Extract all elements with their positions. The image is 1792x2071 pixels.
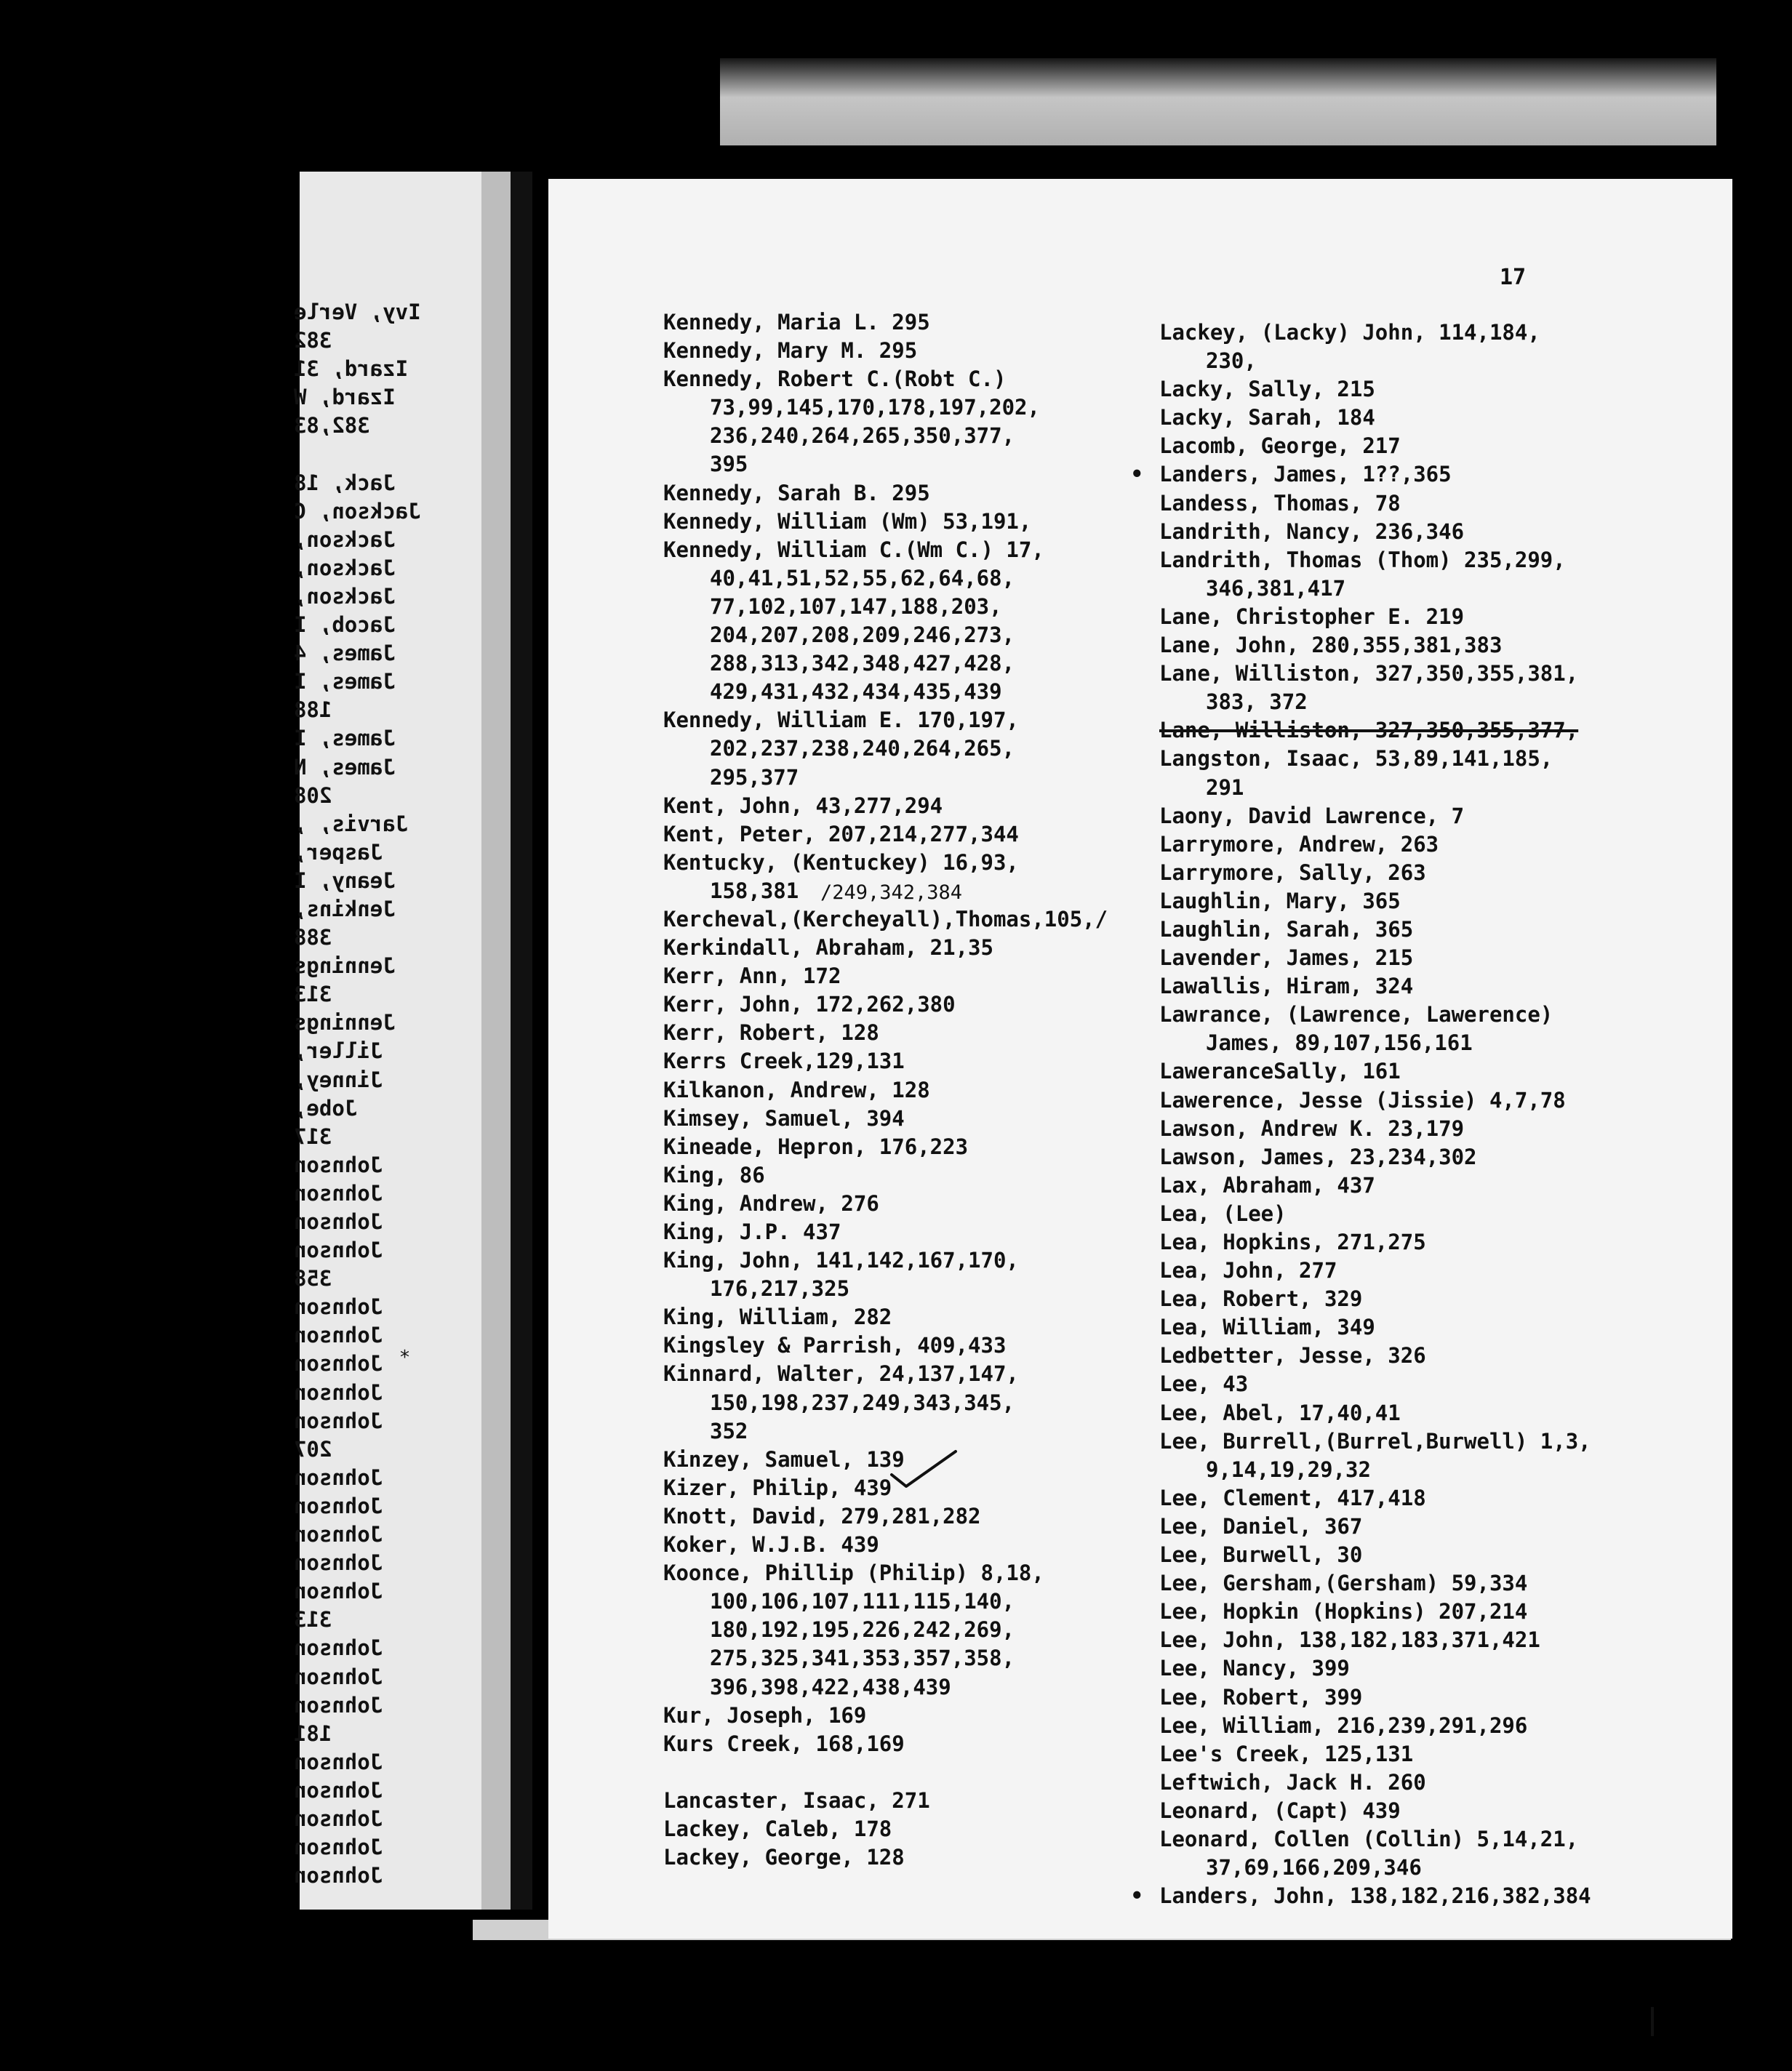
entry-heading: Leonard, Collen (Collin) 5,14,21, [1159,1826,1579,1851]
page-gutter-shadow [481,172,511,1910]
entry-heading: Lee, John, 138,182,183,371,421 [1159,1627,1540,1653]
index-entry [1159,802,1567,830]
fragment-line: 317 [294,1123,332,1149]
index-entry [1159,1285,1567,1313]
index-entry [1159,859,1567,887]
index-entry [1159,404,1567,432]
index-entry [1159,631,1567,660]
entry-heading: Knott, David, 279,281,282 [663,1503,981,1529]
fragment-line: Jack, 18 [294,470,396,495]
index-entry [1159,1882,1591,1910]
index-column-right [1159,319,1591,1910]
fragment-line: Johnson [294,1465,383,1490]
entry-heading: • Landers, John, 138,182,216,382,384 [1159,1883,1591,1909]
entry-page-refs: 288,313,342,348,427,428, [710,651,1015,676]
index-entry [663,308,1071,337]
entry-heading: Kent, Peter, 207,214,277,344 [663,821,1019,846]
fragment-line: 207 [294,1436,332,1462]
entry-heading: Lea, Hopkins, 271,275 [1159,1230,1426,1254]
index-entry [1159,916,1567,944]
entry-page-refs: 73,99,145,170,178,197,202, [710,395,1040,420]
entry-heading: King, John, 141,142,167,170, [663,1248,1019,1273]
index-entry [663,1105,1071,1133]
left-bullet-mark: * [400,1347,409,1369]
index-entry [663,1502,1071,1531]
entry-heading: Laughlin, Mary, 365 [1159,888,1401,913]
index-entry [1159,1313,1567,1342]
entry-heading: Laony, David Lawrence, 7 [1159,803,1465,828]
fragment-line: Johnson [294,1550,383,1576]
entry-page-refs: 150,198,237,249,343,345, [710,1390,1015,1415]
entry-heading: Lackey, George, 128 [663,1845,905,1870]
entry-page-refs: 395 [710,452,748,477]
index-entry [663,1730,1071,1758]
entry-page-refs: 230, [1206,348,1257,374]
entry-heading: Kennedy, William (Wm) 53,191, [663,508,1032,534]
entry-heading: Kineade, Hepron, 176,223 [663,1134,969,1159]
page-gutter [511,172,532,1910]
entry-heading: Laughlin, Sarah, 365 [1159,916,1414,942]
entry-page-refs: 346,381,417 [1206,575,1346,601]
index-entry [663,365,1071,478]
corner-tick-mark [1629,2007,1654,2036]
entry-page-refs: James, 89,107,156,161 [1206,1030,1473,1056]
index-entry [1159,1797,1567,1825]
entry-heading: Lane, Christopher E. 219 [1159,604,1465,629]
fragment-line: Izard, 31 [294,356,409,382]
fragment-line: James, I [294,669,396,694]
index-entry [663,1360,1071,1445]
index-entry [1159,716,1579,745]
entry-heading: Lea, (Lee) [1159,1201,1287,1226]
entry-heading: Langston, Isaac, 53,89,141,185, [1159,746,1553,772]
index-entry [1159,887,1567,916]
entry-heading: Kennedy, William E. 170,197, [663,708,1019,733]
index-entry [1159,745,1567,801]
index-entry [663,1446,1071,1474]
entry-heading: Lavender, James, 215 [1159,945,1414,971]
fragment-line: Jobe, [294,1095,358,1121]
index-entry [663,1531,1071,1559]
index-entry [1159,1541,1567,1569]
fragment-line: Johnson [294,1692,383,1718]
entry-heading: Kerr, Robert, 128 [663,1020,879,1046]
entry-heading: Koker, W.J.B. 439 [663,1532,879,1558]
entry-heading: Kentucky, (Kentuckey) 16,93, [663,849,1019,875]
entry-heading: Lane, John, 280,355,381,383 [1159,633,1503,658]
entry-heading: Lane, Williston, 327,350,355,377, [1159,718,1579,743]
index-entry [663,820,1071,849]
fragment-line [294,440,468,468]
entry-heading: Lawson, James, 23,234,302 [1159,1144,1477,1169]
entry-page-refs: 236,240,264,265,350,377, [710,423,1015,449]
index-entry [1159,489,1567,518]
index-entry [1159,460,1567,489]
page-number: 17 [1500,265,1527,290]
entry-heading: Kinnard, Walter, 24,137,147, [663,1361,1019,1387]
fragment-line: 313 [294,982,332,1007]
entry-heading: King, Andrew, 276 [663,1190,879,1216]
index-entry [1159,1200,1567,1228]
entry-heading: Koonce, Phillip (Philip) 8,18, [663,1561,1044,1586]
entry-heading: Kennedy, Maria L. 295 [663,310,930,335]
entry-heading: Lee, Hopkin (Hopkins) 207,214 [1159,1599,1528,1625]
entry-heading: • Landers, James, 1??,365 [1159,462,1452,487]
entry-heading: Lee, Robert, 399 [1159,1684,1363,1710]
fragment-line: Johnson [294,1635,383,1661]
fragment-line: Johnson [294,1493,383,1518]
fragment-line: Johnson [294,1180,383,1206]
entry-heading: Landrith, Nancy, 236,346 [1159,518,1465,544]
entry-heading: Leftwich, Jack H. 260 [1159,1769,1426,1795]
fragment-line: 181 [294,1721,332,1746]
index-entry [1159,1086,1567,1115]
entry-heading: Kennedy, Robert C.(Robt C.) [663,366,1007,392]
fragment-line: Jiller, [294,1038,383,1064]
entry-heading: Lax, Abraham, 437 [1159,1172,1375,1198]
index-entry [1159,1399,1567,1427]
index-entry [1159,1654,1567,1683]
fragment-line: 388 [294,925,332,950]
entry-page-refs: 429,431,432,434,435,439 [710,679,1002,705]
fragment-line: 188 [294,697,332,723]
entry-heading: Kerr, John, 172,262,380 [663,992,956,1017]
fragment-line: 358 [294,1266,332,1291]
entry-heading: Lea, William, 349 [1159,1315,1375,1340]
fragment-line: Jackson, [294,526,396,552]
fragment-line: Johnson [294,1863,383,1888]
index-entry [663,1843,1071,1872]
entry-heading: Landess, Thomas, 78 [1159,490,1401,516]
index-entry [663,1702,1071,1730]
index-entry [663,1787,1071,1815]
index-entry [1159,1626,1567,1654]
index-entry [1159,319,1567,375]
index-entry [1159,1768,1567,1797]
entry-page-refs: 9,14,19,29,32 [1206,1457,1371,1482]
index-entry [663,1019,1071,1047]
index-entry [663,536,1071,707]
entry-heading: Kerr, Ann, 172 [663,964,841,989]
entry-heading: King, William, 282 [663,1305,892,1330]
index-entry [663,706,1071,791]
fragment-line: James, 4 [294,641,396,666]
index-entry [663,990,1071,1019]
entry-heading: Kennedy, Mary M. 295 [663,338,918,364]
index-entry [1159,1115,1567,1143]
entry-page-refs: 396,398,422,438,439 [710,1674,951,1699]
fragment-line: Johnson [294,1579,383,1604]
entry-heading: Lee, Gersham,(Gersham) 59,334 [1159,1571,1528,1596]
fragment-line: Johnson [294,1238,383,1263]
index-entry [663,1190,1071,1218]
entry-heading: Lane, Williston, 327,350,355,381, [1159,661,1579,686]
entry-page-refs: 158,381 [710,878,799,903]
entry-heading: Kimsey, Samuel, 394 [663,1105,905,1131]
fragment-line: Izard, W [294,385,396,410]
index-entry [1159,432,1567,460]
entry-heading: Lee, Abel, 17,40,41 [1159,1400,1401,1425]
index-entry [663,792,1071,820]
entry-heading: Kennedy, William C.(Wm C.) 17, [663,537,1044,562]
index-entry [1159,830,1567,859]
entry-heading: Lawerence, Jesse (Jissie) 4,7,78 [1159,1087,1566,1113]
index-entry [1159,1712,1567,1740]
entry-heading: Kurs Creek, 168,169 [663,1731,905,1756]
entry-heading: Kilkanon, Andrew, 128 [663,1077,930,1102]
fragment-line: Johnson [294,1294,383,1320]
entry-heading: Lee, Burrell,(Burrel,Burwell) 1,3, [1159,1428,1591,1454]
entry-heading: Lee, William, 216,239,291,296 [1159,1713,1528,1738]
fragment-line: Jackson, C [294,498,421,524]
fragment-line: Johnson [294,1749,383,1774]
index-entry [1159,1569,1567,1598]
index-entry [1159,1427,1591,1484]
entry-heading: LaweranceSally, 161 [1159,1059,1401,1084]
entry-page-refs: 352 [710,1418,748,1443]
entry-heading: Larrymore, Sally, 263 [1159,860,1426,885]
index-entry [1159,375,1567,404]
index-entry [1159,1513,1567,1541]
entry-heading: King, 86 [663,1162,765,1187]
index-entry [663,1303,1071,1331]
entry-heading: Lacky, Sarah, 184 [1159,405,1375,430]
entry-heading: Leonard, (Capt) 439 [1159,1798,1401,1823]
fragment-line: Jennings [294,1010,396,1036]
entry-page-refs: 295,377 [710,764,799,790]
index-entry [663,508,1071,536]
entry-heading: Kizer, Philip, 439 [663,1475,892,1500]
index-entry [663,905,1108,934]
fragment-line: Johnson [294,1835,383,1860]
index-entry [663,1076,1071,1105]
index-entry [1159,660,1579,716]
index-entry [663,1246,1071,1303]
section-gap [663,1758,1071,1787]
fragment-line: 208 [294,782,332,808]
index-entry [1159,603,1567,631]
entry-page-refs: 291 [1206,774,1244,800]
entry-heading: Lackey, (Lacky) John, 114,184, [1159,320,1540,345]
entry-heading: Lancaster, Isaac, 271 [663,1787,930,1813]
index-entry [1159,1370,1567,1398]
index-entry [663,1047,1071,1075]
fragment-line: Johnson [294,1152,383,1177]
entry-heading: Kingsley & Parrish, 409,433 [663,1333,1007,1358]
index-entry [663,1133,1071,1161]
checkmark-icon [887,1447,960,1491]
fragment-line: Jinney, [294,1067,383,1092]
index-entry [1159,1825,1579,1882]
entry-heading: Lee, 43 [1159,1371,1249,1397]
entry-heading: Kent, John, 43,277,294 [663,793,943,818]
index-entry [1159,1740,1567,1768]
entry-page-refs: 77,102,107,147,188,203, [710,593,1002,619]
index-entry [1159,1484,1567,1513]
fragment-line: Johnson [294,1522,383,1547]
entry-heading: Lea, John, 277 [1159,1258,1337,1283]
index-column-left [663,308,1108,1872]
index-entry [1159,1057,1567,1086]
index-entry [1159,1228,1567,1257]
index-entry [1159,1342,1567,1370]
fragment-line: James, I [294,726,396,751]
index-entry [663,934,1071,962]
index-entry [663,1559,1071,1701]
index-entry [663,1474,1071,1502]
fragment-line: Jarvis, , [294,811,409,836]
entry-page-refs: 204,207,208,209,246,273, [710,622,1015,648]
fragment-line: Johnson [294,1408,383,1433]
fragment-line: Johnson [294,1806,383,1831]
index-entry [1159,1257,1567,1285]
entry-page-refs: 275,325,341,353,357,358, [710,1646,1015,1671]
fragment-line: Jenkins, [294,896,396,921]
entry-heading: Kerrs Creek,129,131 [663,1049,905,1074]
fragment-line: Jackson, [294,555,396,580]
entry-page-refs: 40,41,51,52,55,62,64,68, [710,565,1015,590]
entry-heading: Lacky, Sally, 215 [1159,377,1375,402]
index-entry [1159,1143,1567,1171]
index-entry [663,479,1071,508]
fragment-line: James, N [294,754,396,780]
entry-page-refs: 176,217,325 [710,1276,850,1302]
entry-page-refs: 383, 372 [1206,689,1308,715]
index-entry [1159,944,1567,972]
entry-heading: Lackey, Caleb, 178 [663,1816,892,1841]
fragment-line: 313 [294,1607,332,1633]
entry-heading: King, J.P. 437 [663,1219,841,1244]
fragment-line: Johnson [294,1379,383,1405]
top-edge-band [720,58,1716,145]
entry-page-refs: 100,106,107,111,115,140, [710,1589,1015,1614]
fragment-line: Johnson [294,1209,383,1234]
index-entry [663,1218,1071,1246]
entry-page-refs: 202,237,238,240,264,265, [710,736,1015,761]
fragment-line: Jackson, [294,583,396,609]
fragment-line: 382,83 [294,413,370,438]
entry-heading: Lee, Burwell, 30 [1159,1542,1363,1568]
entry-heading: Landrith, Thomas (Thom) 235,299, [1159,547,1566,572]
entry-heading: Lea, Robert, 329 [1159,1286,1363,1312]
index-entry [1159,972,1567,1001]
fragment-line: Jasper, [294,839,383,865]
fragment-line: Jennings [294,953,396,979]
entry-heading: Larrymore, Andrew, 263 [1159,831,1439,857]
entry-heading: Kerkindall, Abraham, 21,35 [663,935,993,961]
index-entry [1159,546,1567,603]
entry-heading: Lacomb, George, 217 [1159,433,1401,459]
fragment-line: Johnson [294,1323,383,1348]
entry-heading: Kennedy, Sarah B. 295 [663,480,930,505]
entry-heading: Lee, Clement, 417,418 [1159,1485,1426,1510]
index-entry [1159,1171,1567,1200]
index-entry [1159,1598,1567,1626]
entry-heading: Lawallis, Hiram, 324 [1159,974,1414,999]
entry-heading: Kercheval,(Kercheyall),Thomas,105,/ [663,906,1108,932]
entry-page-refs: 37,69,166,209,346 [1206,1855,1422,1880]
entry-heading: Ledbetter, Jesse, 326 [1159,1343,1426,1369]
fragment-line: Johnson [294,1777,383,1803]
fragment-line: Johnson [294,1664,383,1689]
fragment-line: 382 [294,328,332,353]
fragment-line: Jacob, I [294,612,396,638]
index-entry [1159,518,1567,546]
fragment-line: Jeany, I [294,868,396,893]
index-entry [663,337,1071,365]
index-entry [663,962,1071,990]
entry-heading: Kur, Joseph, 169 [663,1702,867,1728]
entry-heading: Lawson, Andrew K. 23,179 [1159,1115,1465,1141]
previous-page-fragments [294,298,468,1890]
fragment-line: Ivy, Verle [294,300,421,324]
entry-heading: Kinzey, Samuel, 139 [663,1446,905,1472]
handwritten-insert-note: /249,342,384 [820,881,963,904]
entry-page-refs: 180,192,195,226,242,269, [710,1617,1015,1643]
index-entry [663,1161,1071,1190]
fragment-line: Johnson [294,1351,383,1377]
index-entry [1159,1683,1567,1712]
entry-heading: Lee, Nancy, 399 [1159,1656,1350,1681]
index-entry [663,1331,1071,1360]
index-entry [1159,1001,1567,1057]
entry-heading: Lee, Daniel, 367 [1159,1513,1363,1539]
index-entry [663,1815,1071,1843]
entry-heading: Lee's Creek, 125,131 [1159,1741,1414,1766]
entry-heading: Lawrance, (Lawrence, Lawerence) [1159,1002,1553,1028]
